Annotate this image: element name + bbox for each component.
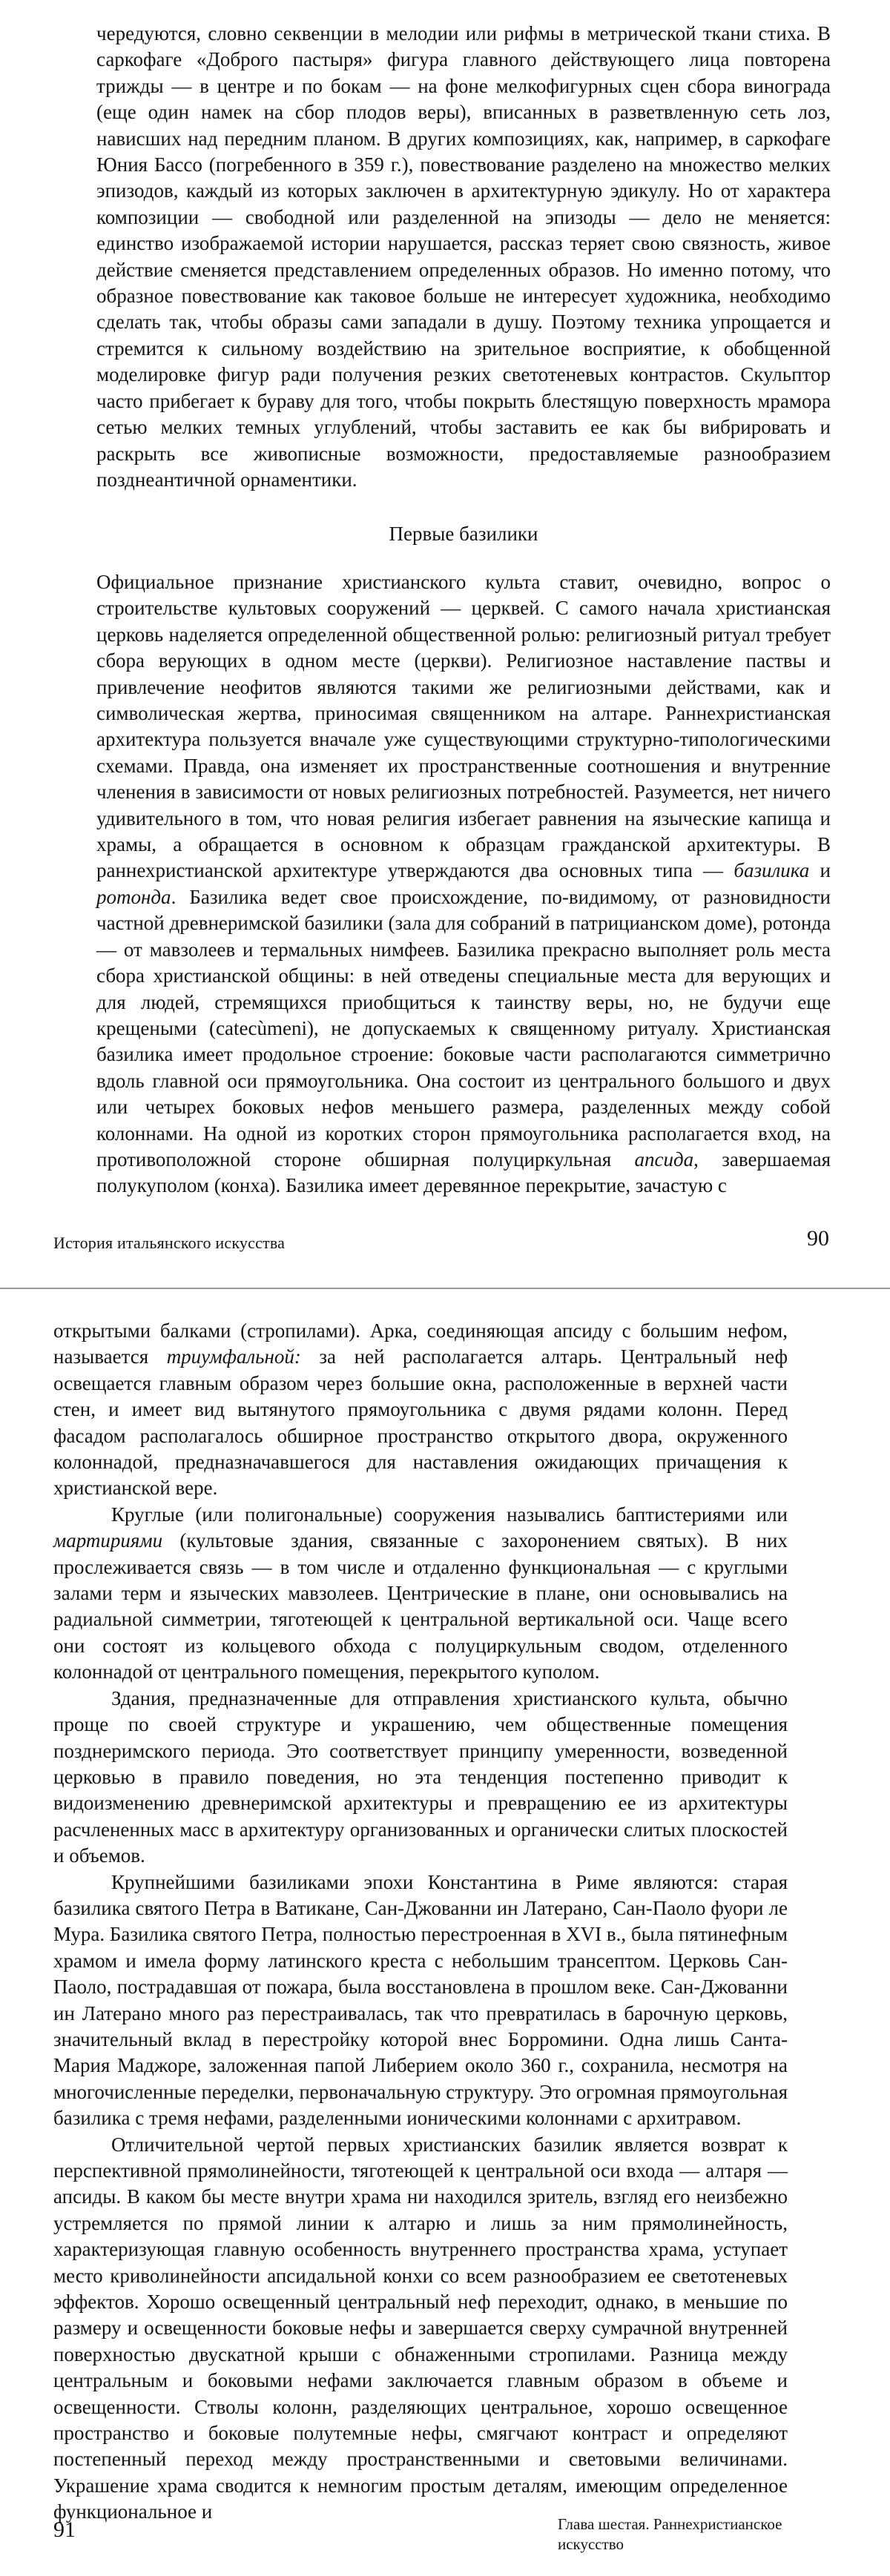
term-rotunda: ротонда — [96, 885, 171, 908]
section-heading: Первые базилики — [389, 523, 538, 545]
paragraph-triumphal-arch: открытыми балками (стропилами). Арка, соединяющая апсиду с большим нефом, называется триумфальной: за ней располагается алтарь. Центральный неф освещается главным образом через большие окна, расположенные в верхней части стен, и имеет вид вытянутого прямоугольника с двумя рядами колонн. Перед фасадом располагалось обширное пространство открытого двора, окруженного колоннадой, предназначавшегося для наставления ожидающих причащения к христианской вере. — [53, 1320, 788, 1500]
paragraph-perspective: Отличительной чертой первых христианских базилик является возврат к перспективной прямолинейности, тяготеющей к центральной оси входа — алтаря — апсиды. В каком бы месте внутри храма ни находился зритель, взгляд его неизбежно устремляется по прямой линии к алтарю и лишь за ним прямолинейность, характеризующая главную особенность внутреннего пространства храма, уступает место криволинейности апсидальной конхи со всем разнообразием ее светотеневых эффектов. Хорошо освещенный центральный неф переходит, однако, в меньшие по размеру и освещенности боковые нефы и завершается сверху сумрачной внутренней поверхностью двускатной крыши с обнаженными стропилами. Разница между центральным и боковыми нефами заключается главным образом в объеме и освещенности. Стволы колонн, разделяющих центральное, хорошо освещенное пространство и боковые полутемные нефы, смягчают контраст и определяют постепенный переход между пространственными и световыми величинами. Украшение храма сводится к немногим простым деталям, имеющим определенное функциональное и — [53, 2133, 788, 2523]
footer-chapter-line-2: искусство — [558, 2535, 624, 2553]
body-text-page-91 — [53, 1318, 788, 2526]
body-text-basilicas — [96, 569, 831, 1199]
page-number-90: 90 — [807, 1226, 829, 1251]
term-apse: апсида — [634, 1148, 694, 1171]
footer-chapter-line-1: Глава шестая. Раннехристианское — [558, 2515, 782, 2533]
term-martyria: мартириями — [53, 1529, 163, 1552]
paragraph-moderation: Здания, предназначенные для отправления христианского культа, обычно проще по своей структуре и украшению, чем общественные помещения позднеримского периода. Это соответствует принципу умеренности, возведенной церковью в правило поведения, но эта тенденция постепенно приводит к видоизменению древнеримской архитектуры и превращению ее из архитектуры расчлененных масс в архитектуру организованных и органически слитых плоскостей и объемов. — [53, 1686, 788, 1867]
paragraph-sarcophagus: чередуются, словно секвенции в мелодии или рифмы в метрической ткани стиха. В саркофаге «Доброго пастыря» фигура главного действующего лица повторена трижды — в центре и по бокам — на фоне мелкофигурных сцен сбора винограда (еще один намек на сбор плодов веры), вписанных в разветвленную сеть лоз, нависших над передним планом. В других композициях, как, например, в саркофаге Юния Бассо (погребенного в 359 г.), повествование разделено на множество мелких эпизодов, каждый из которых заключен в архитектурную эдикулу. Но от характера композиции — свободной или разделенной на эпизоды — дело не меняется: единство изображаемой истории нарушается, рассказ теряет свою связность, живое действие сменяется представлением определенных образов. Но именно потому, что образное повествование как таковое больше не интересует художника, необходимо сделать так, чтобы образы сами западали в душу. Поэтому техника упрощается и стремится к сильному воздействию на зрительное восприятие, к обобщенной моделировке фигур ради получения резких светотеневых контрастов. Скульптор часто прибегает к бураву для того, чтобы покрыть блестящую поверхность мрамора сетью мелких темных углублений, чтобы заставить ее как бы вибрировать и раскрыть все живописные возможности, предоставляемые разнообразием позднеантичной орнаментики. — [96, 22, 831, 491]
footer-book-title: История итальянского искусства — [53, 1234, 286, 1252]
paragraph-basilica: Официальное признание христианского культа ставит, очевидно, вопрос о строительстве культовых сооружений — церквей. С самого начала христианская церковь наделяется определенной общественной ролью: религиозный ритуал требует сбора верующих в одном месте (церкви). Религиозное наставление паствы и привлечение неофитов являются такими же религиозными действами, как и символическая жертва, приносимая священником на алтаре. Раннехристианская архитектура пользуется вначале уже существующими структурно-типологическими схемами. Правда, она изменяет их пространственные соотношения и внутренние членения в зависимости от новых религиозных потребностей. Разумеется, нет ничего удивительного в том, что новая религия избегает равнения на языческие капища и храмы, а обращается в основном к образцам гражданской архитектуры. В раннехристианской архитектуре утверждаются два основных типа — базилика и ротонда. Базилика ведет свое происхождение, по-видимому, от разновидности частной древнеримской базилики (зала для собраний в патрицианском доме), ротонда — от мавзолеев и термальных нимфеев. Базилика прекрасно выполняет роль места сбора христианской общины: в ней отведены специальные места для верующих и для людей, стремящихся приобщиться к таинству веры, но, не будучи еще крещеными (catecùmeni), не допускаемых к священному ритуалу. Христианская базилика имеет продольное строение: боковые части располагаются симметрично вдоль главной оси прямоугольника. Она состоит из центрального большого и двух или четырех боковых нефов меньшего размера, разделенных между собой колоннами. На одной из коротких сторон прямоугольника располагается вход, на противоположной стороне обширная полуциркульная апсида, завершаемая полукуполом (конха). Базилика имеет деревянное перекрытие, зачастую с — [96, 571, 831, 1197]
page-number-91: 91 — [53, 2517, 76, 2542]
paragraph-constantine-basilicas: Крупнейшими базиликами эпохи Константина в Риме являются: старая базилика святого Петра в Ватикане, Сан-Джованни ин Латерано, Сан-Паоло фуори ле Мура. Базилика святого Петра, полностью перестроенная в XVI в., была пятинефным храмом и имела форму латинского креста с небольшим трансептом. Церковь Сан-Паоло, пострадавшая от пожара, была восстановлена в прошлом веке. Сан-Джованни ин Латерано много раз перестраивалась, так что превратилась в барочную церковь, значительный вклад в перестройку которой внес Борромини. Одна лишь Санта-Мария Маджоре, заложенная папой Либерием около 360 г., сохранила, несмотря на многочисленные переделки, первоначальную структуру. Это огромная прямоугольная базилика с тремя нефами, разделенными ионическими колоннами с архитравом. — [53, 1870, 788, 2130]
term-triumphal: триумфальной: — [166, 1345, 301, 1368]
footer-chapter-title — [558, 2514, 854, 2555]
paragraph-baptisteries: Круглые (или полигональные) сооружения назывались баптистериями или мартириями (культовые здания, связанные с захоронением святых). В них прослеживается связь — в том числе и отдаленно функциональная — с круглыми залами терм и языческих мавзолеев. Центрические в плане, они основывались на радиальной симметрии, тяготеющей к центральной вертикальной оси. Чаще всего они состоят из кольцевого обхода с полуциркульным сводом, отделенного колоннадой от центрального помещения, перекрытого куполом. — [53, 1503, 788, 1683]
page-91 — [0, 1290, 890, 2576]
term-basilica: базилика — [734, 859, 810, 882]
body-text-top — [96, 21, 831, 493]
page-90 — [0, 0, 890, 1286]
page-divider — [0, 1288, 890, 1289]
